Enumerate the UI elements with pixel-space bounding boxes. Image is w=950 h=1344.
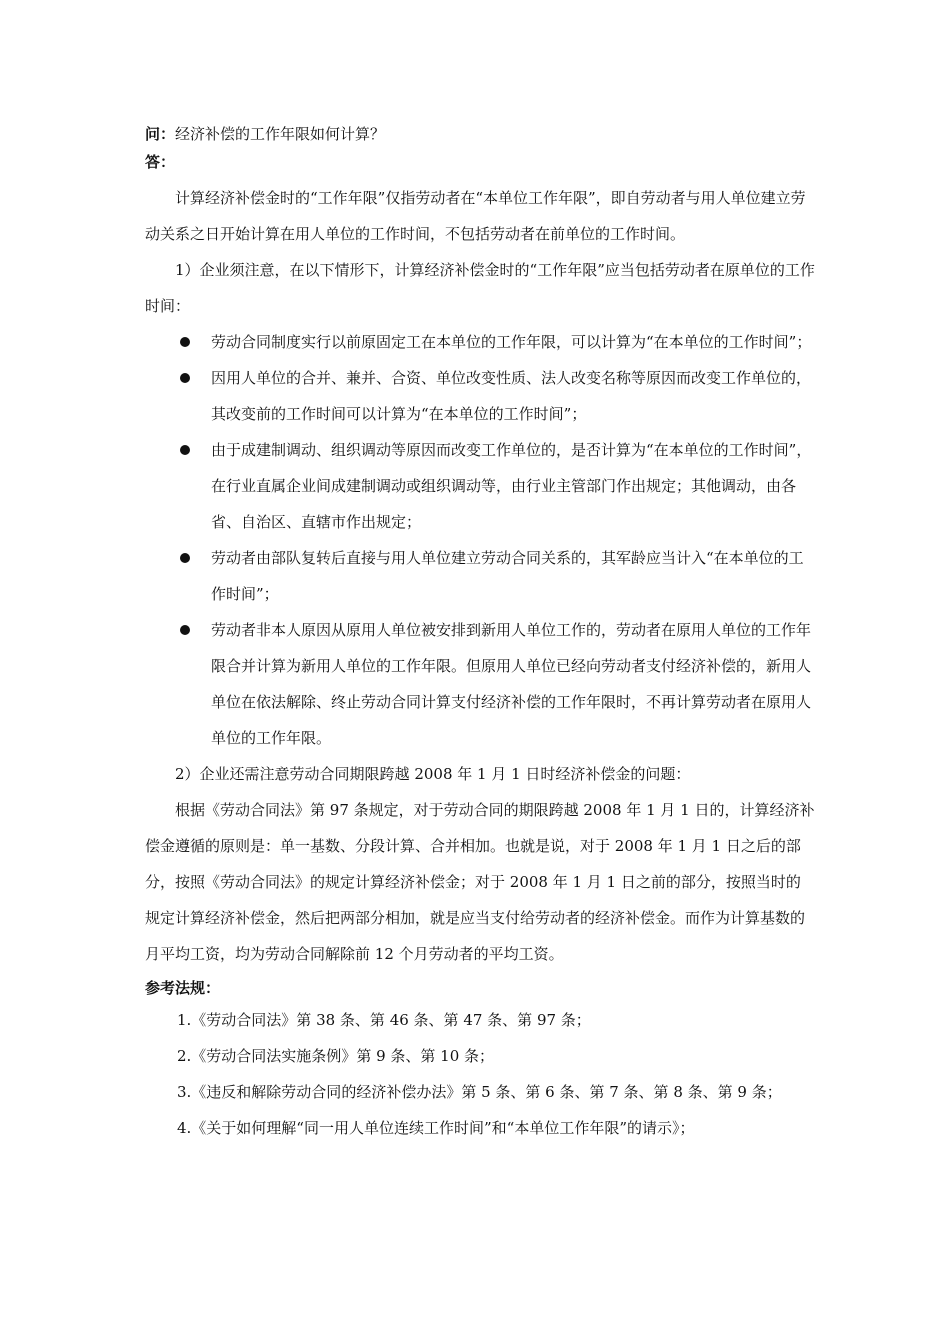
list-item bbox=[145, 360, 815, 432]
document-page bbox=[145, 120, 815, 1146]
bullet-text: 劳动者由部队复转后直接与用人单位建立劳动合同关系的，其军龄应当计入“在本单位的工作时间”； bbox=[211, 549, 804, 603]
list-item bbox=[145, 612, 815, 756]
bullet-icon bbox=[180, 337, 190, 347]
bullet-icon bbox=[180, 373, 190, 383]
reference-item: 2.《劳动合同法实施条例》第 9 条、第 10 条； bbox=[177, 1047, 495, 1065]
bullet-text: 劳动者非本人原因从原用人单位被安排到新用人单位工作的，劳动者在原用人单位的工作年限合并计算为新用人单位的工作年限。但原用人单位已经向劳动者支付经济补偿的，新用人单位在依法解除、终止劳动合同计算支付经济补偿的工作年限时，不再计算劳动者在原用人单位的工作年限。 bbox=[211, 621, 812, 747]
reference-item: 1.《劳动合同法》第 38 条、第 46 条、第 47 条、第 97 条； bbox=[177, 1011, 591, 1029]
bullet-icon bbox=[180, 445, 190, 455]
bullet-text: 劳动合同制度实行以前原固定工在本单位的工作年限，可以计算为“在本单位的工作时间”； bbox=[211, 333, 812, 351]
bullet-icon bbox=[180, 625, 190, 635]
list-item bbox=[145, 324, 815, 360]
bullet-text: 因用人单位的合并、兼并、合资、单位改变性质、法人改变名称等原因而改变工作单位的，其改变前的工作时间可以计算为“在本单位的工作时间”； bbox=[211, 369, 812, 423]
reference-item: 3.《违反和解除劳动合同的经济补偿办法》第 5 条、第 6 条、第 7 条、第 8 条、第 9 条； bbox=[177, 1083, 782, 1101]
answer-point-2: 2）企业还需注意劳动合同期限跨越 2008 年 1 月 1 日时经济补偿金的问题： bbox=[175, 765, 691, 783]
answer-point-2-body: 根据《劳动合同法》第 97 条规定，对于劳动合同的期限跨越 2008 年 1 月 1 日的，计算经济补偿金遵循的原则是：单一基数、分段计算、合并相加。也就是说，对于 2008 年 1 月 1 日之后的部分，按照《劳动合同法》的规定计算经济补偿金；对于 2008 年 1 月 1 日之前的部分，按照当时的规定计算经济补偿金，然后把两部分相加，就是应当支付给劳动者的经济补偿金。而作为计算基数的月平均工资，均为劳动合同解除前 12 个月劳动者的平均工资。 bbox=[145, 801, 815, 963]
references-label: 参考法规： bbox=[145, 979, 221, 997]
question-label: 问： bbox=[145, 125, 176, 143]
answer-point-1: 1）企业须注意，在以下情形下，计算经济补偿金时的“工作年限”应当包括劳动者在原单位的工作时间： bbox=[145, 261, 815, 315]
reference-item: 4.《关于如何理解“同一用人单位连续工作时间”和“本单位工作年限”的请示》； bbox=[177, 1119, 695, 1137]
references-list bbox=[145, 1002, 815, 1146]
question-line bbox=[145, 120, 815, 148]
list-item bbox=[145, 432, 815, 540]
bullet-icon bbox=[180, 553, 190, 563]
list-item bbox=[145, 540, 815, 612]
bullet-text: 由于成建制调动、组织调动等原因而改变工作单位的，是否计算为“在本单位的工作时间”，在行业直属企业间成建制调动或组织调动等，由行业主管部门作出规定；其他调动，由各省、自治区、直辖市作出规定； bbox=[211, 441, 812, 531]
question-text: 经济补偿的工作年限如何计算？ bbox=[175, 125, 386, 143]
answer-label: 答： bbox=[145, 153, 176, 171]
bullet-list bbox=[145, 324, 815, 756]
answer-intro: 计算经济补偿金时的“工作年限”仅指劳动者在“本单位工作年限”，即自劳动者与用人单位建立劳动关系之日开始计算在用人单位的工作时间，不包括劳动者在前单位的工作时间。 bbox=[145, 189, 806, 243]
